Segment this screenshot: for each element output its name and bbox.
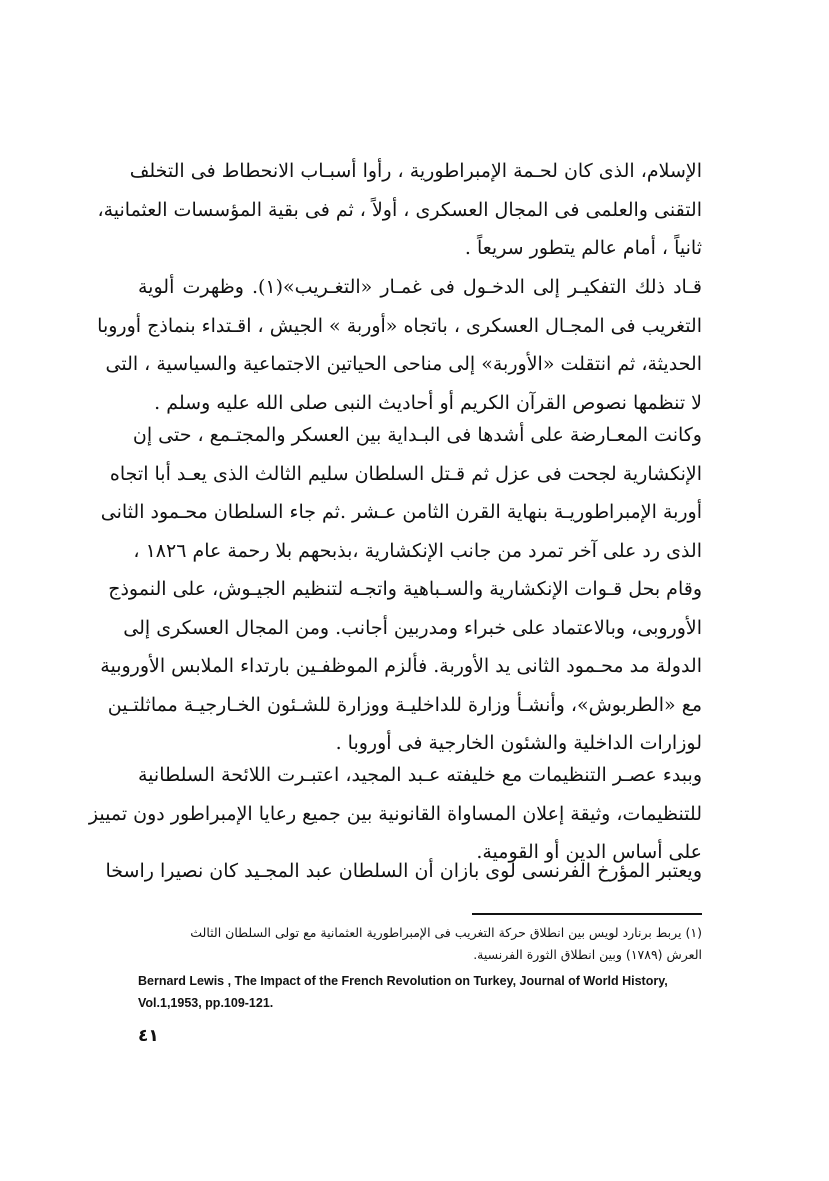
footnote-divider [472, 913, 702, 915]
text-line: الأوروبى، وبالاعتماد على خبراء ومدربين أجانب. ومن المجال العسكرى إلى [123, 616, 702, 639]
paragraph-5 [105, 852, 702, 891]
text-line: الحديثة، ثم انتقلت «الأوربة» إلى مناحى الحياتين الاجتماعية والسياسية ، التى [105, 353, 702, 375]
text-line: الإنكشارية لجحت فى عزل ثم قـتل السلطان سليم الثالث الذى يعـد أبا اتجاه [109, 462, 702, 485]
text-line: الدولة مد محـمود الثانى يد الأوربة. فألزم الموظفـين بارتداء الملابس الأوروبية [100, 655, 702, 677]
paragraph-3 [100, 416, 702, 763]
text-line: على أساس الدين أو القومية. [476, 841, 702, 863]
text-line: الإسلام، الذى كان لحـمة الإمبراطورية ، رأوا أسبـاب الانحطاط فى التخلف [129, 160, 702, 182]
text-line: مع «الطربوش»، وأنشـأ وزارة للداخليـة ووزارة للشـئون الخـارجيـة مماثلتـين [107, 693, 702, 716]
text-line: التقنى والعلمى فى المجال العسكرى ، أولاً ، ثم فى بقية المؤسسات العثمانية، [97, 198, 702, 221]
paragraph-2 [97, 268, 702, 422]
text-line: التغريب فى المجـال العسكرى ، باتجاه «أوربة » الجيش ، اقـتداء بنماذج أوروبا [97, 314, 702, 337]
text-line: وكانت المعـارضة على أشدها فى البـداية بين العسكر والمجتـمع ، حتى إن [132, 424, 702, 446]
footnote-line: (١) يربط برنارد لويس بين انطلاق حركة التغريب فى الإمبراطورية العثمانية مع تولى السلطان الثالث [190, 925, 702, 940]
citation-line: Bernard Lewis , The Impact of the French Revolution on Turkey, Journal of World History, [138, 974, 668, 988]
footnote-line: العرش (١٧٨٩) وبين انطلاق الثورة الفرنسية. [473, 947, 702, 962]
citation-line: Vol.1,1953, pp.109-121. [138, 996, 274, 1010]
text-line: وببدء عصـر التنظيمات مع خليفته عـبد المجيد، اعتبـرت اللائحة السلطانية [138, 764, 702, 786]
footnote-english-citation [138, 970, 706, 1014]
page-number: ٤١ [138, 1026, 159, 1046]
text-line: ثانياً ، أمام عالم يتطور سريعاً . [464, 237, 702, 259]
text-line: ويعتبر المؤرخ الفرنسى لوى بازان أن السلطان عبد المجـيد كان نصيرا راسخا [105, 860, 702, 882]
text-line: الذى رد على آخر تمرد من جانب الإنكشارية ،بذبحهم بلا رحمة عام ١٨٢٦ ، [133, 539, 702, 562]
footnote-arabic [138, 922, 702, 966]
text-line: قـاد ذلك التفكيـر إلى الدخـول فى غمـار «التغـريب»(١). وظهرت ألوية [138, 276, 702, 298]
text-line: للتنظيمات، وثيقة إعلان المساواة القانونية بين جميع رعايا الإمبراطور دون تمييز [88, 802, 702, 825]
text-line: أوربة الإمبراطوريـة بنهاية القرن الثامن عـشر .ثم جاء السلطان محـمود الثانى [100, 501, 702, 523]
text-line: لوزارات الداخلية والشئون الخارجية فى أوروبا . [335, 732, 702, 754]
text-line: وقام بحل قـوات الإنكشارية والسـباهية واتجـه لتنظيم الجيـوش، على النموذج [108, 578, 702, 600]
text-line: لا تنظمها نصوص القرآن الكريم أو أحاديث النبى صلى الله عليه وسلم . [154, 391, 702, 414]
paragraph-1 [97, 152, 702, 268]
